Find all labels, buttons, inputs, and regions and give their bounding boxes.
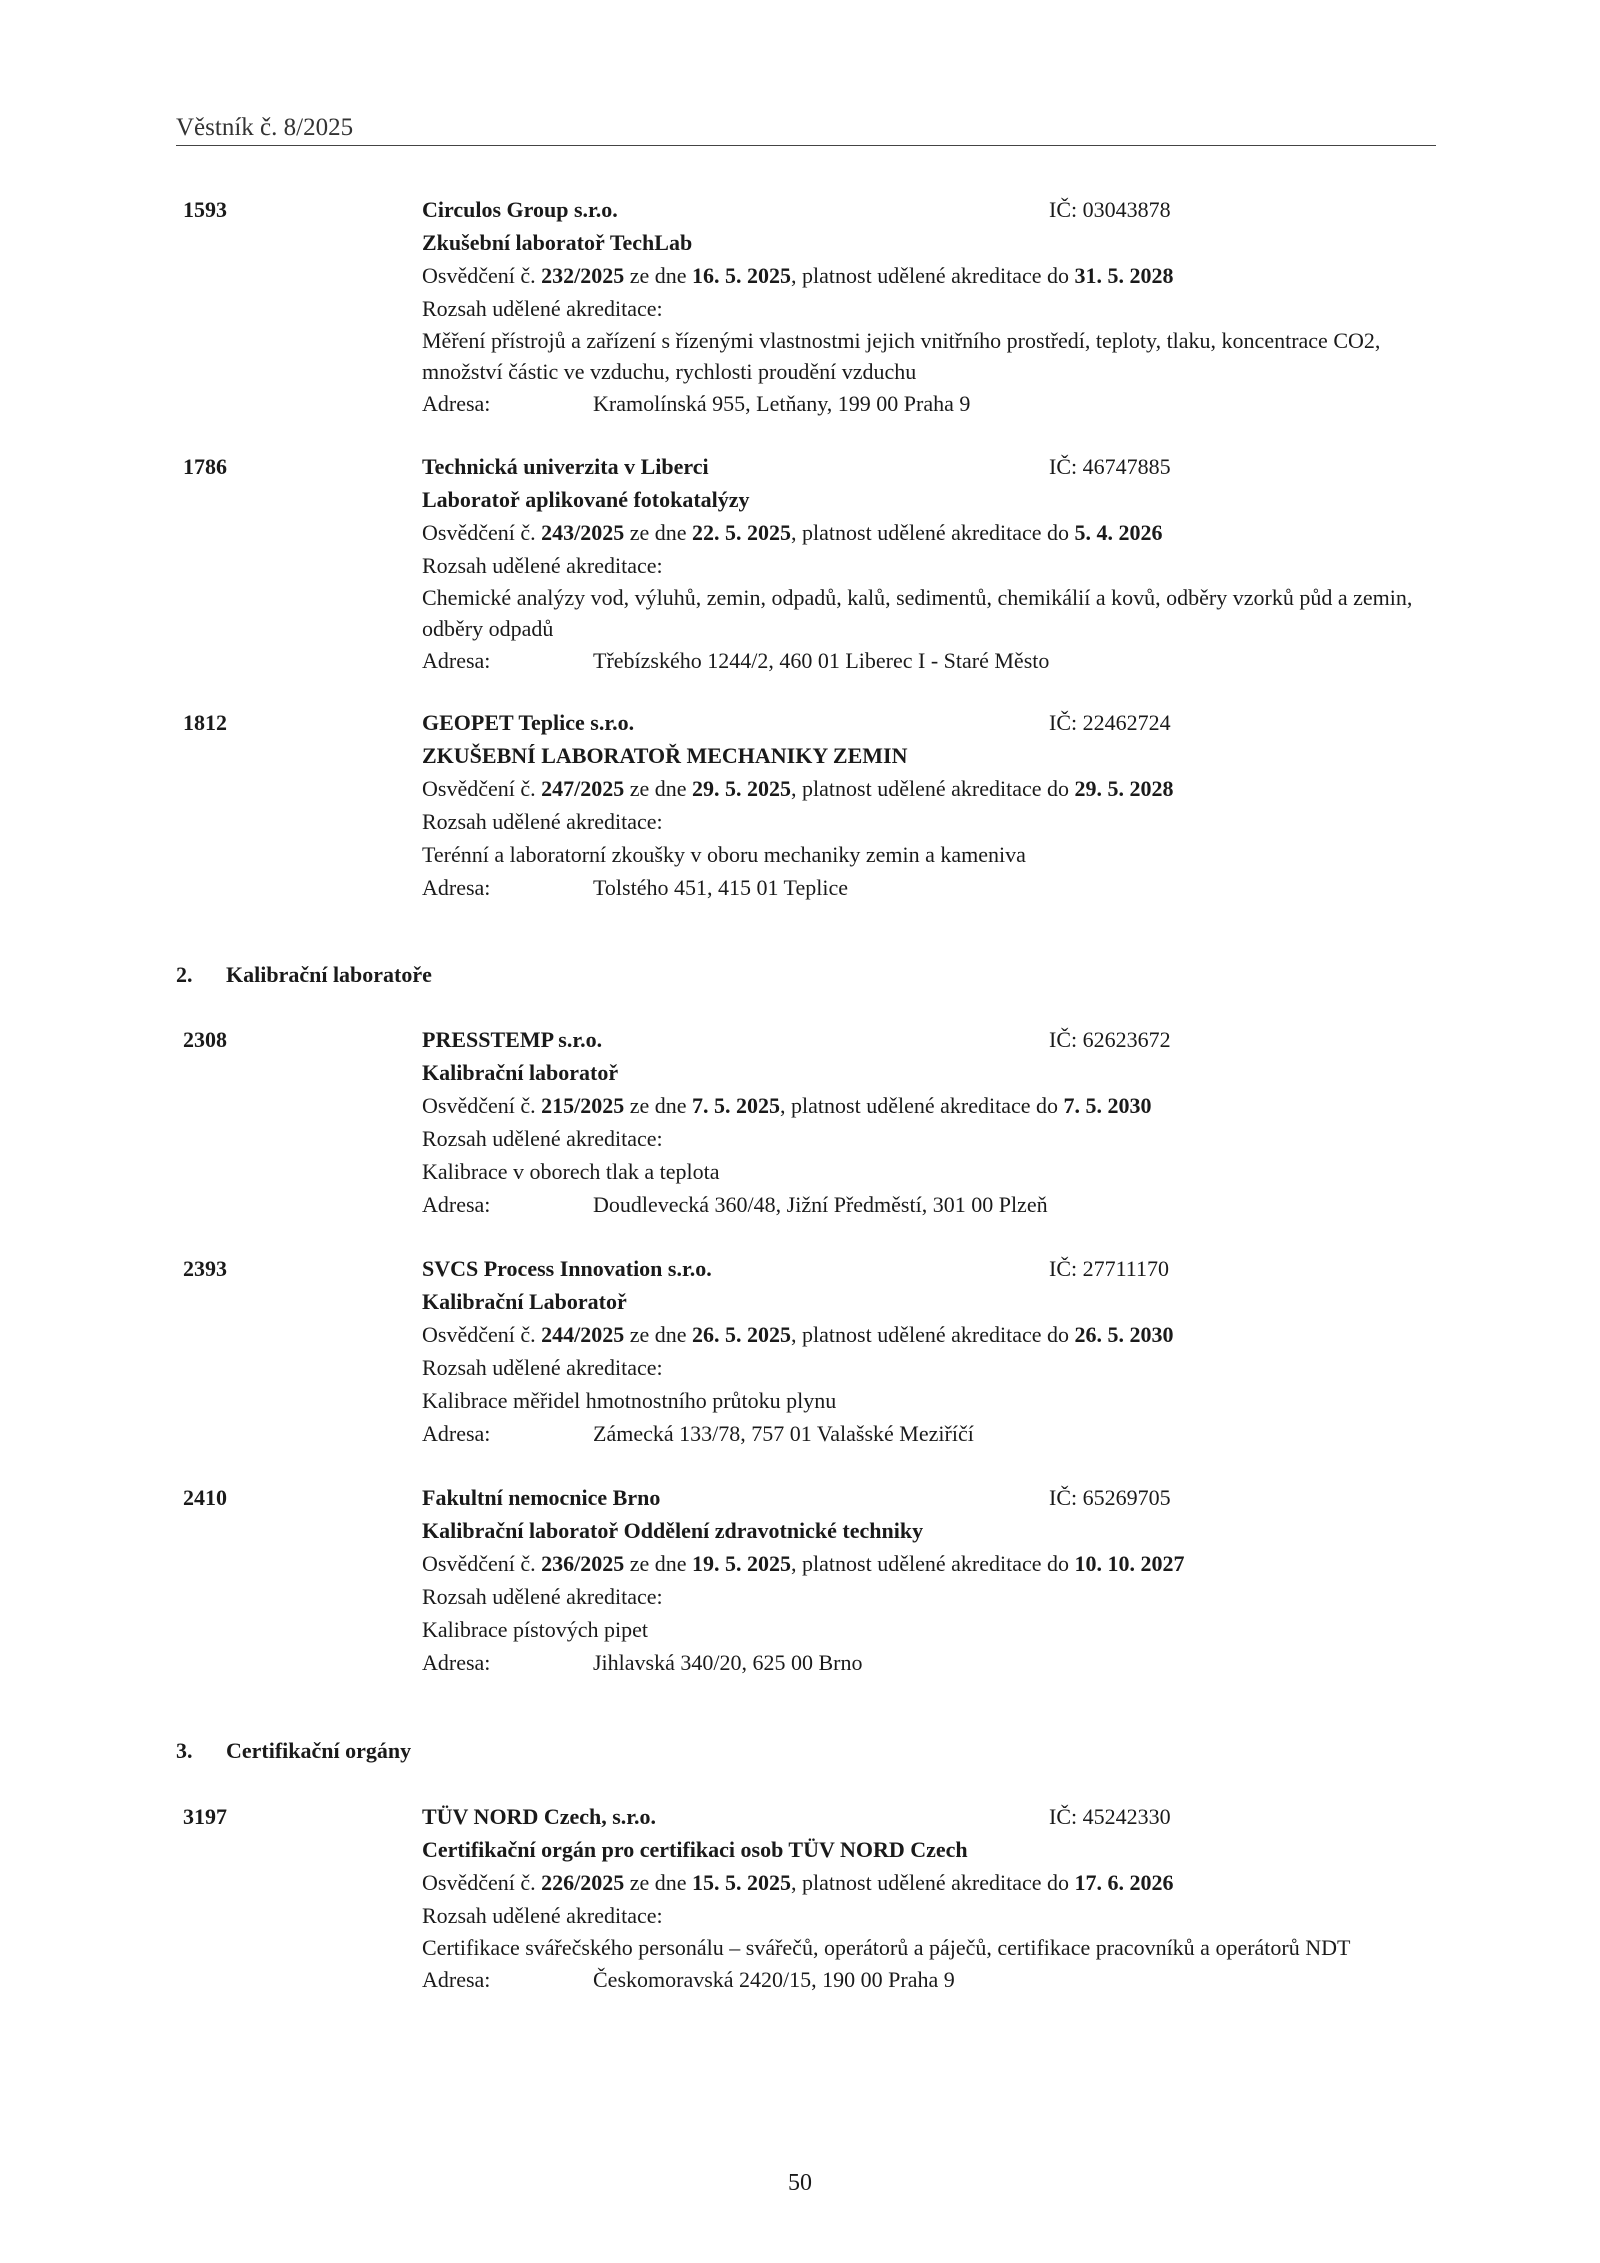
certificate-line: Osvědčení č. 232/2025 ze dne 16. 5. 2025, platnost udělené akreditace do 31. 5. 2028 [422, 263, 1174, 288]
entry-number: 1812 [183, 710, 227, 735]
scope-text: Terénní a laboratorní zkoušky v oboru mechaniky zemin a kameniva [422, 842, 1026, 867]
address-line: Adresa: Českomoravská 2420/15, 190 00 Praha 9 [422, 1967, 955, 1992]
entry-number: 2410 [183, 1485, 227, 1510]
address-line: Adresa: Kramolínská 955, Letňany, 199 00 Praha 9 [422, 391, 971, 416]
ic-number: IČ: 62623672 [1049, 1027, 1171, 1052]
page-header-title: Věstník č. 8/2025 [176, 114, 354, 141]
ic-number: IČ: 45242330 [1049, 1804, 1171, 1829]
scope-label: Rozsah udělené akreditace: [422, 1903, 663, 1928]
scope-label: Rozsah udělené akreditace: [422, 809, 663, 834]
scope-label: Rozsah udělené akreditace: [422, 1584, 663, 1609]
organization-name: Technická univerzita v Liberci [422, 454, 709, 479]
scope-text: Kalibrace pístových pipet [422, 1617, 649, 1642]
scope-text: Kalibrace měřidel hmotnostního průtoku plynu [422, 1388, 837, 1413]
entry-number: 2393 [183, 1256, 227, 1281]
scope-label: Rozsah udělené akreditace: [422, 1355, 663, 1380]
organization-name: SVCS Process Innovation s.r.o. [422, 1256, 712, 1281]
address-line: Adresa: Jihlavská 340/20, 625 00 Brno [422, 1650, 863, 1675]
organization-name: PRESSTEMP s.r.o. [422, 1027, 603, 1052]
ic-number: IČ: 65269705 [1049, 1485, 1171, 1510]
header-divider [176, 145, 1436, 146]
entry-number: 1786 [183, 454, 227, 479]
laboratory-name: Kalibrační laboratoř [422, 1060, 619, 1085]
scope-label: Rozsah udělené akreditace: [422, 553, 663, 578]
laboratory-name: Laboratoř aplikované fotokatalýzy [422, 487, 750, 512]
laboratory-name: Zkušební laboratoř TechLab [422, 230, 693, 255]
ic-number: IČ: 03043878 [1049, 197, 1171, 222]
section-heading: 2. Kalibrační laboratoře [176, 962, 432, 987]
organization-name: TÜV NORD Czech, s.r.o. [422, 1804, 657, 1829]
certificate-line: Osvědčení č. 244/2025 ze dne 26. 5. 2025, platnost udělené akreditace do 26. 5. 2030 [422, 1322, 1174, 1347]
organization-name: GEOPET Teplice s.r.o. [422, 710, 635, 735]
address-line: Adresa: Doudlevecká 360/48, Jižní Předměstí, 301 00 Plzeň [422, 1192, 1048, 1217]
address-line: Adresa: Zámecká 133/78, 757 01 Valašské Meziříčí [422, 1421, 974, 1446]
certificate-line: Osvědčení č. 247/2025 ze dne 29. 5. 2025, platnost udělené akreditace do 29. 5. 2028 [422, 776, 1174, 801]
ic-number: IČ: 46747885 [1049, 454, 1171, 479]
ic-number: IČ: 22462724 [1049, 710, 1171, 735]
certificate-line: Osvědčení č. 215/2025 ze dne 7. 5. 2025, platnost udělené akreditace do 7. 5. 2030 [422, 1093, 1152, 1118]
laboratory-name: Certifikační orgán pro certifikaci osob TÜV NORD Czech [422, 1837, 968, 1862]
scope-text: Měření přístrojů a zařízení s řízenými vlastnostmi jejich vnitřního prostředí, teploty, tlaku, koncentrace CO2, množství částic ve vzduchu, rychlosti proudění vzduchu [422, 328, 1381, 384]
scope-label: Rozsah udělené akreditace: [422, 296, 663, 321]
scope-text: Certifikace svářečského personálu – svářečů, operátorů a páječů, certifikace pracovníků a operátorů NDT [422, 1935, 1351, 1960]
laboratory-name: Kalibrační laboratoř Oddělení zdravotnické techniky [422, 1518, 924, 1543]
entry-number: 2308 [183, 1027, 227, 1052]
organization-name: Fakultní nemocnice Brno [422, 1485, 661, 1510]
laboratory-name: ZKUŠEBNÍ LABORATOŘ MECHANIKY ZEMIN [422, 743, 908, 768]
scope-text: Chemické analýzy vod, výluhů, zemin, odpadů, kalů, sedimentů, chemikálií a kovů, odběry vzorků půd a zemin, odběry odpadů [422, 585, 1413, 641]
certificate-line: Osvědčení č. 236/2025 ze dne 19. 5. 2025, platnost udělené akreditace do 10. 10. 2027 [422, 1551, 1185, 1576]
scope-label: Rozsah udělené akreditace: [422, 1126, 663, 1151]
organization-name: Circulos Group s.r.o. [422, 197, 618, 222]
section-heading: 3. Certifikační orgány [176, 1738, 412, 1763]
laboratory-name: Kalibrační Laboratoř [422, 1289, 627, 1314]
certificate-line: Osvědčení č. 243/2025 ze dne 22. 5. 2025, platnost udělené akreditace do 5. 4. 2026 [422, 520, 1163, 545]
page-number: 50 [788, 2170, 812, 2196]
address-line: Adresa: Tolstého 451, 415 01 Teplice [422, 875, 848, 900]
ic-number: IČ: 27711170 [1049, 1256, 1169, 1281]
scope-text: Kalibrace v oborech tlak a teplota [422, 1159, 720, 1184]
address-line: Adresa: Třebízského 1244/2, 460 01 Liberec I - Staré Město [422, 648, 1050, 673]
entry-number: 1593 [183, 197, 227, 222]
entry-number: 3197 [183, 1804, 227, 1829]
certificate-line: Osvědčení č. 226/2025 ze dne 15. 5. 2025, platnost udělené akreditace do 17. 6. 2026 [422, 1870, 1174, 1895]
